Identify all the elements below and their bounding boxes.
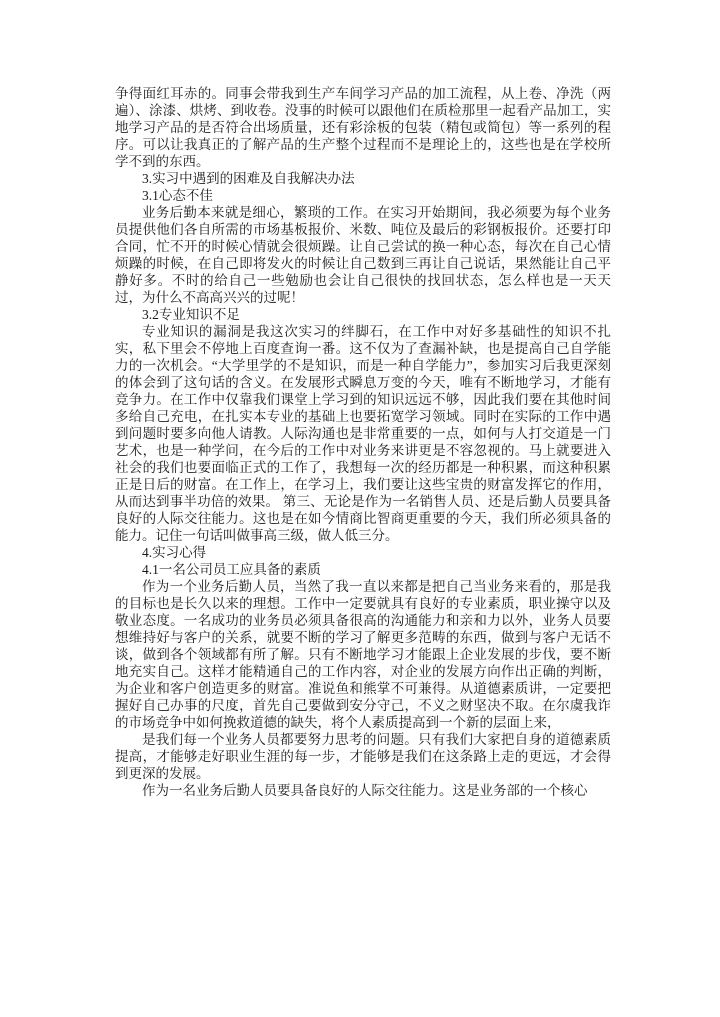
- paragraph-3: 3.1心态不佳: [142, 188, 213, 203]
- paragraph-9: 作为一个业务后勤人员，当然了我一直以来都是把自己当业务来看的，那是我的目标也是长久以来的理想。工作中一定要就具有良好的专业素质，职业操守以及敬业态度。一名成功的业务员必须具备很高的沟通能力和亲和力以外，业务人员要想维持好与客户的关系，就要不断的学习了解更多范畴的东西，做到与客户无话不谈，做到各个领域都有所了解。只有不断地学习才能跟上企业发展的步伐，要不断地充实自己。这样才能精通自己的工作内容，对企业的发展方向作出正确的判断，为企业和客户创造更多的财富。准说鱼和熊掌不可兼得。从道德素质讲，一定要把握好自己办事的尺度，首先自己要做到安分守己，不义之财坚决不取。在尔虞我诈的市场竞争中如何挽救道德的缺失，将个人素质提高到一个新的层面上来，: [115, 579, 611, 730]
- paragraph-6: 专业知识的漏洞是我这次实习的绊脚石，在工作中对好多基础性的知识不扎实，私下里会不停地上百度查询一番。这不仅为了查漏补缺，也是提高自己自学能力的一次机会。“大学里学的不是知识，而是一种自学能力”，参加实习后我更深刻的体会到了这句话的含义。在发展形式瞬息万变的今天，唯有不断地学习，才能有竞争力。在工作中仅靠我们课堂上学习到的知识远远不够，因此我们要在其他时间多给自己充电，在扎实本专业的基础上也要拓宽学习领域。同时在实际的工作中遇到问题时要多向他人请教。人际沟通也是非常重要的一点，如何与人打交道是一门艺术，也是一种学问，在今后的工作中对业务来讲更是不容忽视的。马上就要进入社会的我们也要面临正式的工作了，我想每一次的经历都是一种积累，而这种积累正是日后的财富。在工作上，在学习上，我们要让这些宝贵的财富发挥它的作用，从而达到事半功倍的效果。 第三、无论是作为一名销售人员、还是后勤人员要具备良好的人际交往能力。这也是在如今情商比智商更重要的今天，我们所必须具备的能力。记住一句话叫做事高三级，做人低三分。: [115, 324, 611, 543]
- paragraph-7: 4.实习心得: [142, 545, 207, 560]
- paragraph-2: 3.实习中遇到的困难及自我解决办法: [142, 171, 355, 186]
- paragraph-8: 4.1一名公司员工应具备的素质: [142, 562, 321, 577]
- paragraph-10: 是我们每一个业务人员都要努力思考的问题。只有我们大家把自身的道德素质提高，才能够走好职业生涯的每一步，才能够是我们在这条路上走的更远，才会得到更深的发展。: [115, 732, 611, 781]
- paragraph-1: 争得面红耳赤的。同事会带我到生产车间学习产品的加工流程，从上卷、净洗（两遍）、涂漆、烘烤、到收卷。没事的时候可以跟他们在质检那里一起看产品加工，实地学习产品的是否符合出场质量，还有彩涂板的包装（精包或简包）等一系列的程序。可以让我真正的了解产品的生产整个过程而不是理论上的，这些也是在学校所学不到的东西。: [115, 86, 611, 169]
- paragraph-11: 作为一名业务后勤人员要具备良好的人际交往能力。这是业务部的一个核心: [142, 783, 588, 798]
- document-body: [115, 85, 611, 799]
- paragraph-4: 业务后勤本来就是细心，繁琐的工作。在实习开始期间，我必须要为每个业务员提供他们各自所需的市场基板报价、米数、吨位及最后的彩钢板报价。还要打印合同，忙不开的时候心情就会很烦躁。让自己尝试的换一种心态，每次在自己心情烦躁的时候，在自己即将发火的时候让自己数到三再让自己说话，果然能让自己平静好多。不时的给自己一些勉励也会让自己很快的找回状态，怎么样也是一天天过，为什么不高高兴兴的过呢！: [115, 205, 611, 305]
- paragraph-5: 3.2专业知识不足: [142, 307, 240, 322]
